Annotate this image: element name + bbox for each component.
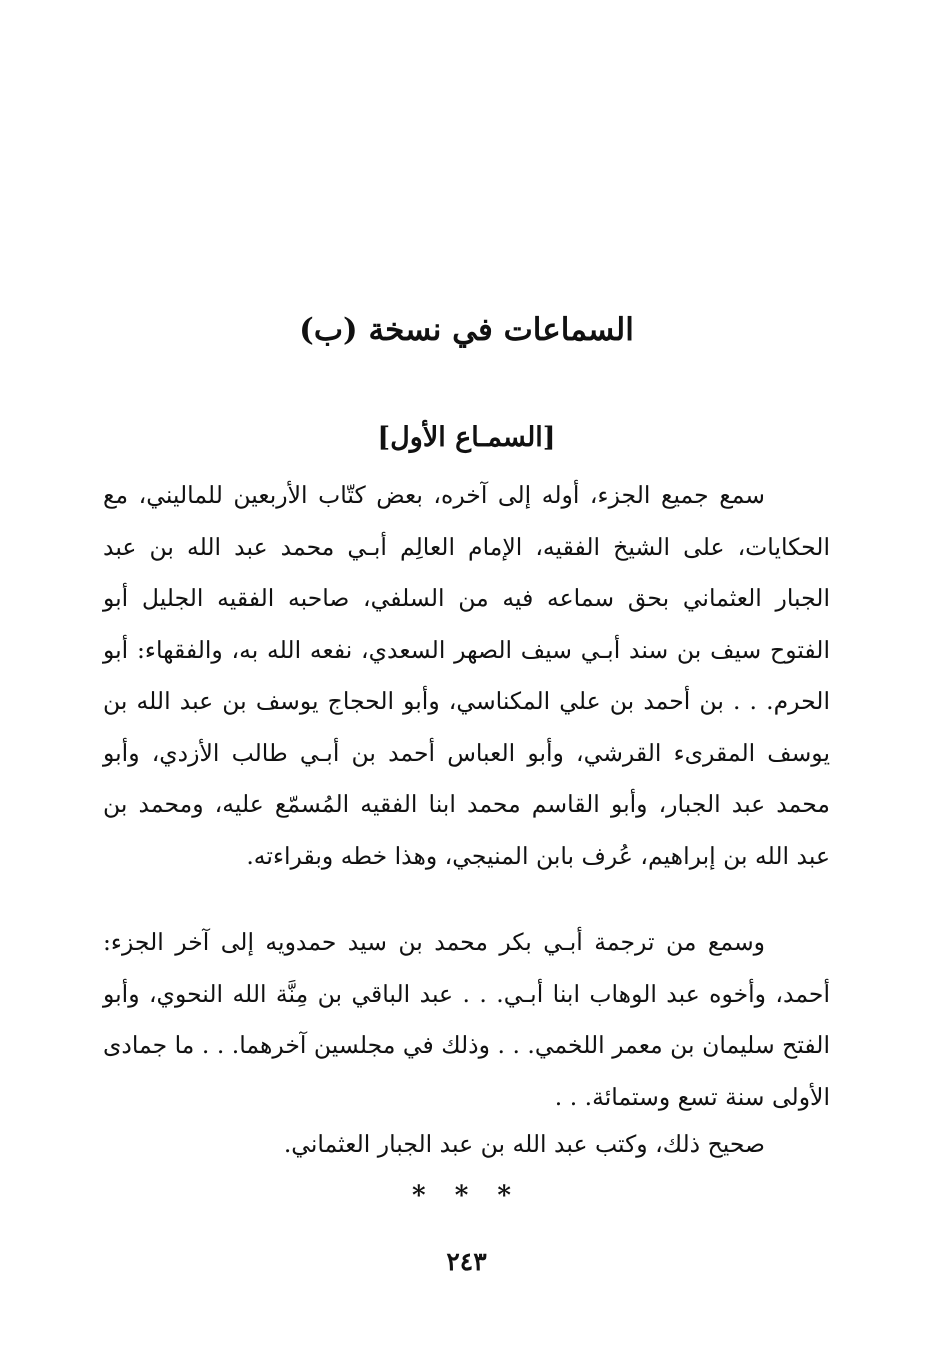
- attestation-paragraph: صحيح ذلك، وكتب عبد الله بن عبد الجبار العثماني.: [283, 1130, 765, 1158]
- page-title: السماعات في نسخة (ب): [299, 312, 634, 348]
- section-separator: * * *: [412, 1181, 521, 1211]
- first-hearing-text: سمع جميع الجزء، أوله إلى آخره، بعض كتّاب الأربعين للماليني، مع الحكايات، على الشيخ الفقيه، الإمام العالِم أبـي محمد عبد الله بن عبد الجبار العثماني بحق سماعه فيه من السلفي، صاحبه الفقيه الجليل أبو الفتوح سيف بن سند أبـي سيف الصهر السعدي، نفعه الله به، والفقهاء: أبو الحرم. . . بن أحمد بن علي المكناسي، وأبو الحجاج يوسف بن عبد الله بن يوسف المقرىء القرشي، وأبو العباس أحمد بن أبـي طالب الأزدي، وأبو محمد عبد الجبار، وأبو القاسم محمد ابنا الفقيه المُسمّع عليه، ومحمد بن عبد الله بن إبراهيم، عُرف بابن المنيجي، وهذا خطه وبقراءته.: [103, 481, 830, 870]
- second-hearing-paragraph: [103, 917, 830, 1123]
- first-hearing-paragraph: [103, 470, 830, 882]
- page-number: ٢٤٣: [446, 1247, 487, 1276]
- section-heading: [السمـاع الأول]: [377, 422, 556, 453]
- second-hearing-text: وسمع من ترجمة أبـي بكر محمد بن سيد حمدويه إلى آخر الجزء: أحمد، وأخوه عبد الوهاب ابنا أبـي. . . عبد الباقي بن مِنَّة الله النحوي، وأبو الفتح سليمان بن معمر اللخمي. . . وذلك في مجلسين آخرهما. . . ما جمادى الأولى سنة تسع وستمائة. . .: [103, 928, 830, 1111]
